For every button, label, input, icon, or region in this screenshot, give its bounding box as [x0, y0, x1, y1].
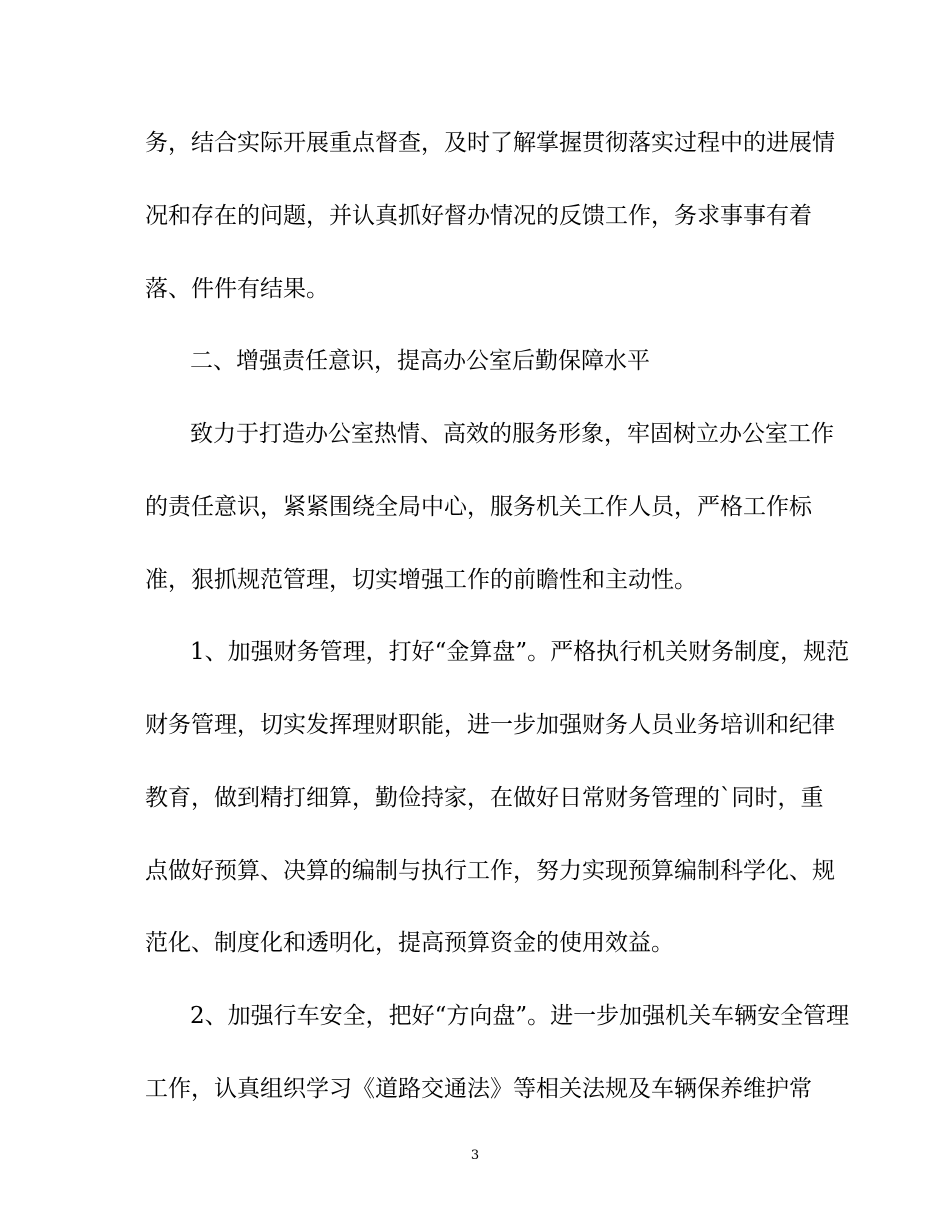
body-text-line: 范化、制度化和透明化，提高预算资金的使用效益。 — [145, 930, 674, 956]
body-text-line: 1、加强财务管理，打好“金算盘”。严格执行机关财务制度，规范 — [190, 639, 850, 665]
section-heading: 二、增强责任意识，提高办公室后勤保障水平 — [190, 348, 650, 374]
body-text-line: 的责任意识，紧紧围绕全局中心，服务机关工作人员，严格工作标 — [145, 494, 812, 520]
body-text-line: 2、加强行车安全，把好“方向盘”。进一步加强机关车辆安全管理 — [190, 1003, 850, 1029]
body-text-line: 准，狠抓规范管理，切实增强工作的前瞻性和主动性。 — [145, 567, 697, 593]
page-number: 3 — [470, 1148, 480, 1163]
body-text-line: 点做好预算、决算的编制与执行工作，努力实现预算编制科学化、规 — [145, 858, 835, 884]
body-text-line: 工作，认真组织学习《道路交通法》等相关法规及车辆保养维护常 — [145, 1076, 812, 1102]
body-text-line: 务，结合实际开展重点督查，及时了解掌握贯彻落实过程中的进展情 — [145, 130, 835, 156]
body-text-line: 致力于打造办公室热情、高效的服务形象，牢固树立办公室工作 — [190, 421, 834, 447]
body-text-line: 落、件件有结果。 — [145, 276, 329, 302]
body-text-line: 教育，做到精打细算，勤俭持家，在做好日常财务管理的`同时，重 — [145, 785, 824, 811]
body-text-line: 财务管理，切实发挥理财职能，进一步加强财务人员业务培训和纪律 — [145, 712, 835, 738]
body-text-line: 况和存在的问题，并认真抓好督办情况的反馈工作，务求事事有着 — [145, 203, 812, 229]
